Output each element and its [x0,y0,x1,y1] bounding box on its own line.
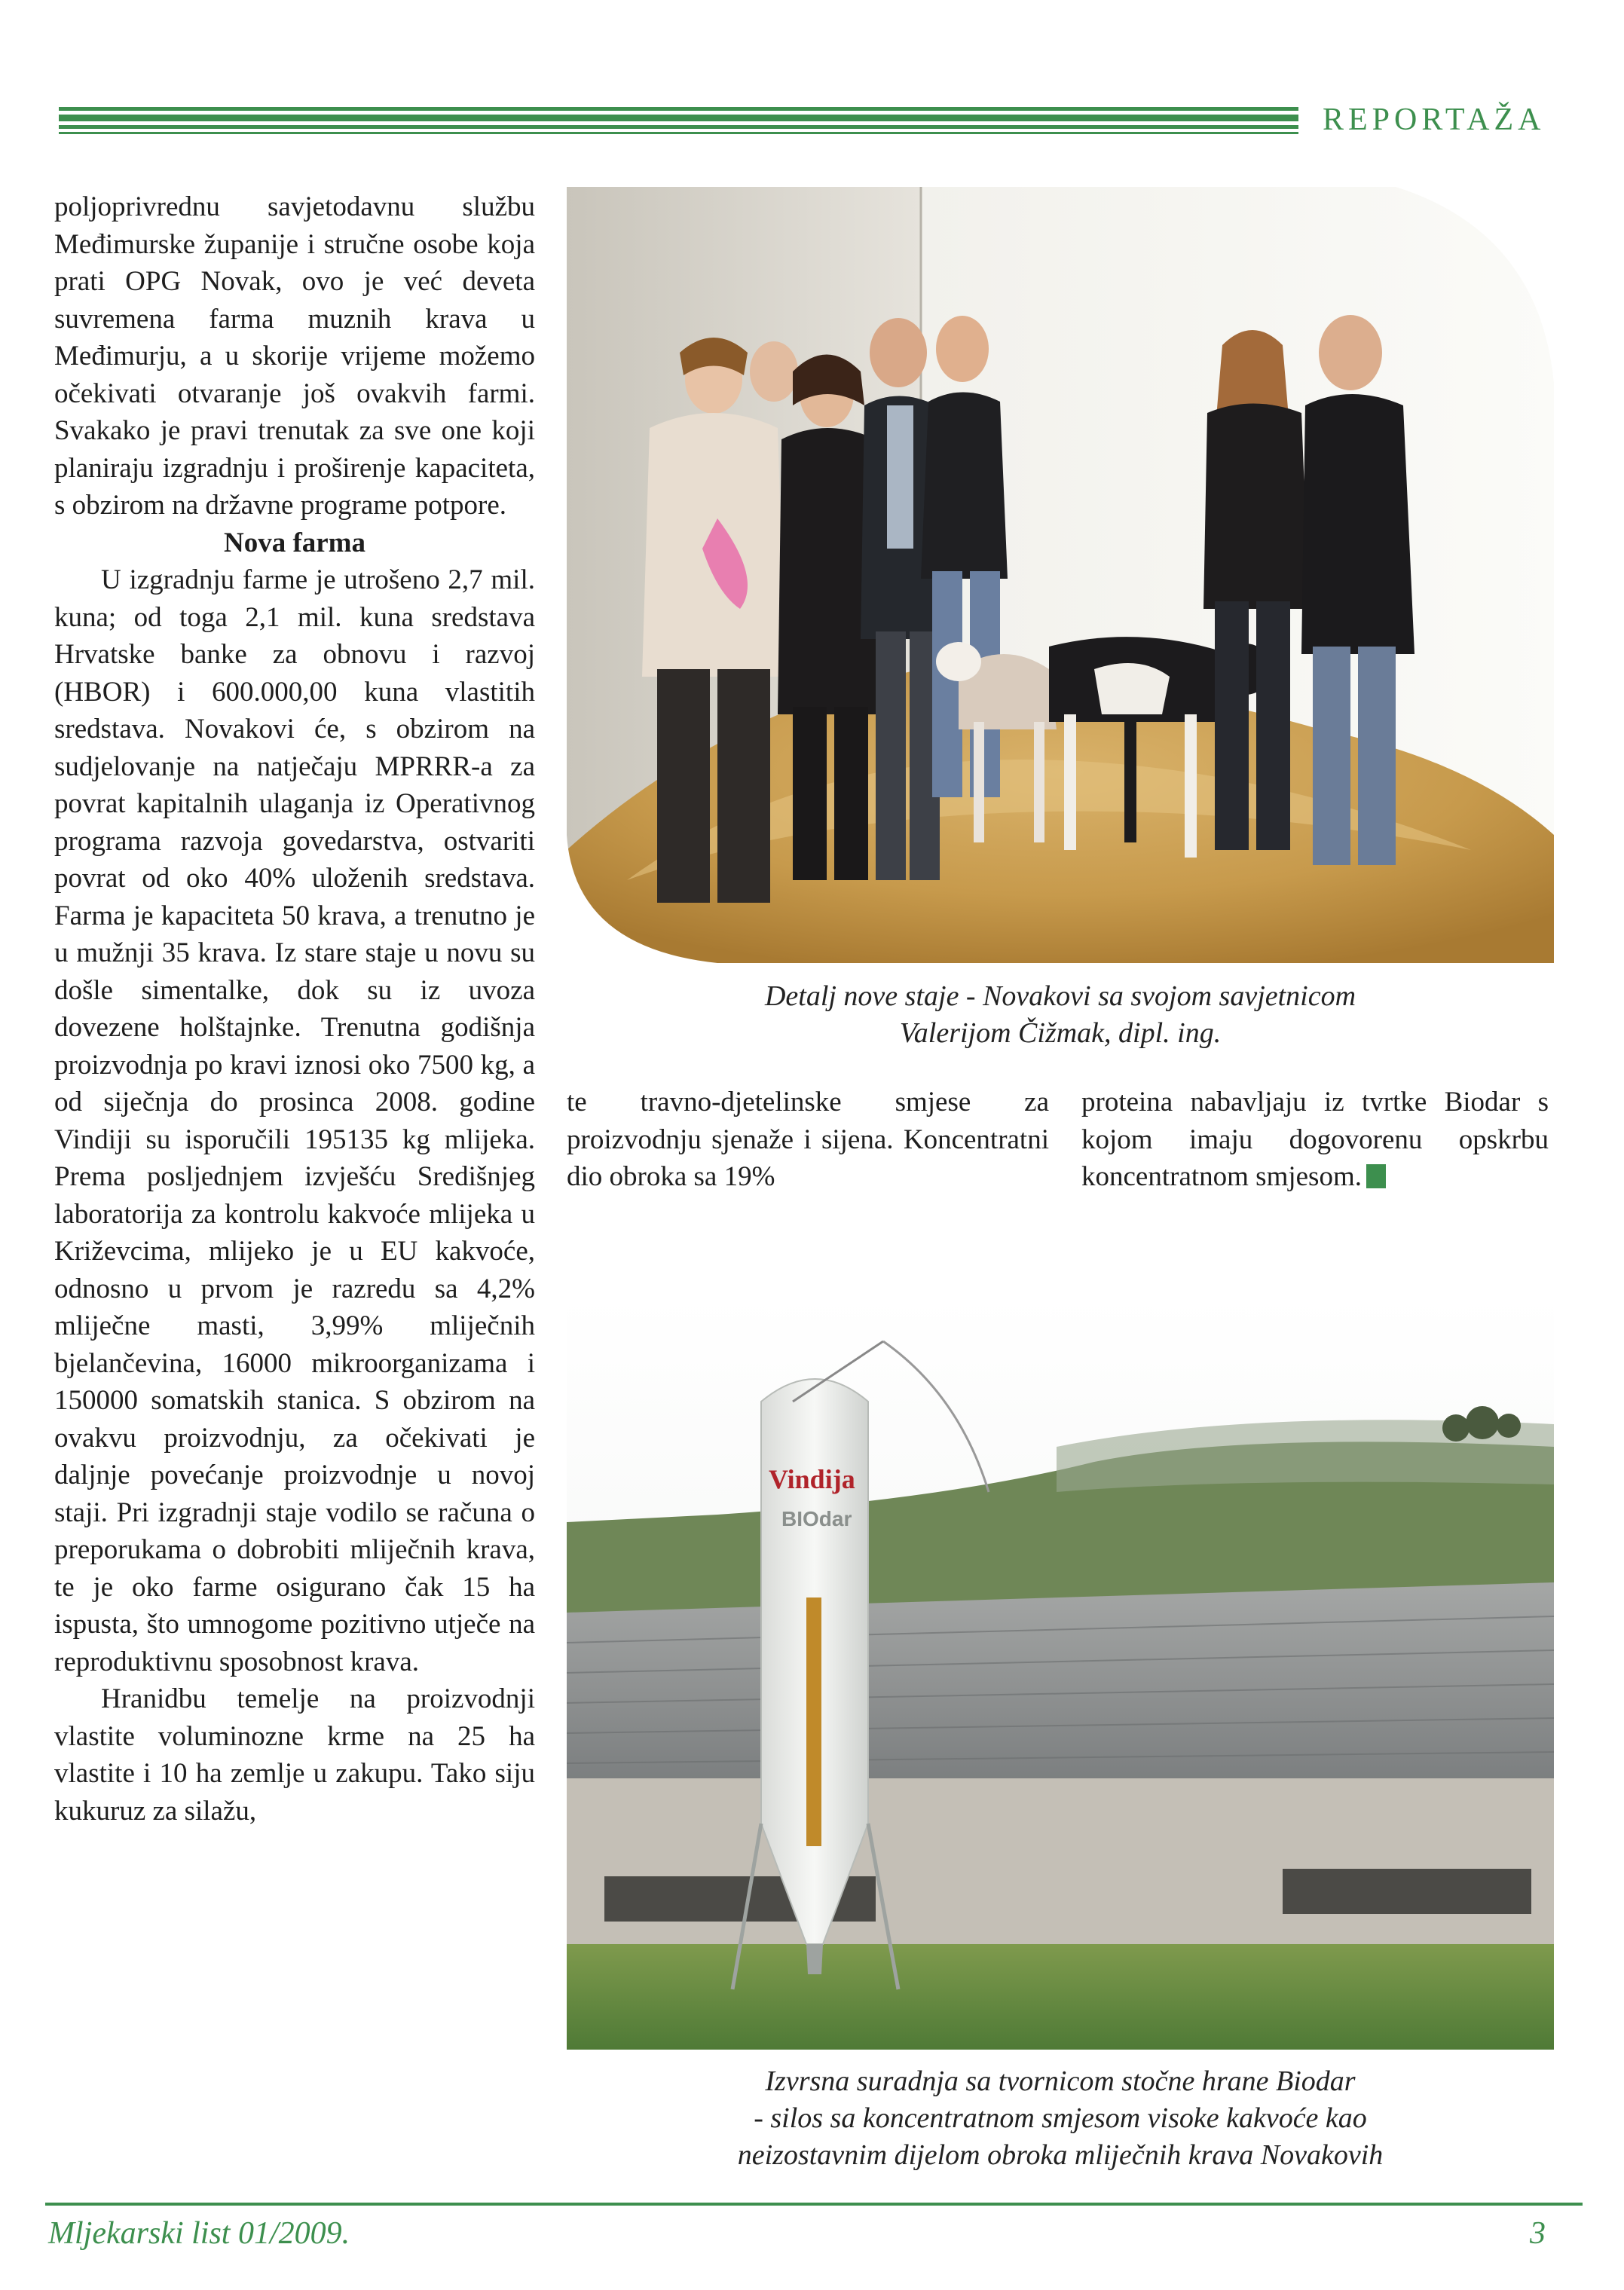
end-of-article-mark [1366,1164,1386,1188]
footer-rule [45,2203,1583,2206]
photo1-caption-line2: Valerijom Čižmak, dipl. ing. [899,1017,1222,1049]
barn-photo-illustration [567,187,1554,963]
silo-photo-illustration [567,1296,1554,2050]
right-column-text [1081,1084,1549,1196]
photo-silo [567,1296,1554,2050]
photo2-caption [567,2063,1554,2174]
photo-barn-group [567,187,1554,963]
subheading-nova-farma: Nova farma [223,527,366,558]
silo-logo-vindija: Vindija [769,1464,855,1494]
section-label: REPORTAŽA [1323,102,1546,137]
paragraph-right-text: proteina nabavljaju iz tvrtke Biodar s kojom imaju dogovorenu opskrbu koncentratnom smjesom. [1081,1087,1549,1192]
photo1-caption-line1: Detalj nove staje - Novakovi sa svojom savjetnicom [764,980,1356,1012]
photo2-caption-line2: - silos sa koncentratnom smjesom visoke kakvoće kao [754,2102,1367,2134]
photo2-caption-line1: Izvrsna suradnja sa tvornicom stočne hrane Biodar [765,2065,1356,2097]
paragraph-right [1081,1084,1549,1196]
paragraph-feeding: Hranidbu temelje na proizvodnji vlastite voluminozne krme na 25 ha vlastite i 10 ha zemlje u zakupu. Tako siju kukuruz za silažu, [54,1683,535,1827]
paragraph-mid: te travno-djetelinske smjese za proizvodnju sjenaže i sijena. Koncentratni dio obroka sa 19% [567,1087,1049,1192]
paragraph-farm: U izgradnju farme je utrošeno 2,7 mil. kuna; od toga 2,1 mil. kuna sredstava Hrvatske banke za obnovu i razvoj (HBOR) i 600.000,00 kuna vlastitih sredstava. Novakovi će, s obzirom na sudjelovanje na natječaju MPRRR-a za povrat kapitalnih ulaganja iz Operativnog programa razvoja govedarstva, ostvariti povrat od oko 40% uloženih sredstava. Farma je kapaciteta 50 krava, a trenutno je u mužnji 35 krava. Iz stare staje u novu su došle simentalke, dok su iz uvoza dovezene holštajnke. Trenutna godišnja proizvodnja po kravi iznosi oko 7500 kg, a od siječnja do prosinca 2008. godine Vindiji su isporučili 195135 kg mlijeka. Prema posljednjem izvješću Središnjeg laboratorija za kontrolu kakvoće mlijeka u Križevcima, mlijeko je u EU kakvoće, odnosno u prvom je razredu sa 4,2% mliječne masti, 3,99% mliječnih bjelančevina, 16000 mikroorganizama i 150000 somatskih stanica. S obzirom na ovakvu proizvodnju, za očekivati je daljnje povećanje proizvodnje u novoj staji. Pri izgradnji staje vodilo se računa o preporukama o dobrobiti mliječnih krava, te je oko farme osigurano čak 15 ha ispusta, što umnogome pozitivno utječe na reproduktivnu sposobnost krava. [54,564,535,1677]
middle-column-text [567,1084,1049,1196]
paragraph-intro: poljoprivrednu savjetodavnu službu Međimurske županije i stručne osobe koja prati OPG Novak, ovo je već deveta suvremena farma muznih krava u Međimurju, a u skorije vrijeme možemo očekivati otvaranje još ovakvih farmi. Svakako je pravi trenutak za sve one koji planiraju izgradnju i proširenje kapaciteta, s obzirom na državne programe potpore. [54,191,535,521]
silo-logo-biodar: BIOdar [781,1507,852,1530]
header-rule [59,107,1298,139]
footer-publication: Mljekarski list 01/2009. [48,2216,350,2251]
page-number: 3 [1530,2216,1546,2251]
photo2-caption-line3: neizostavnim dijelom obroka mliječnih krava Novakovih [737,2139,1384,2171]
photo1-caption [567,978,1554,1052]
left-column-text [54,188,535,1830]
